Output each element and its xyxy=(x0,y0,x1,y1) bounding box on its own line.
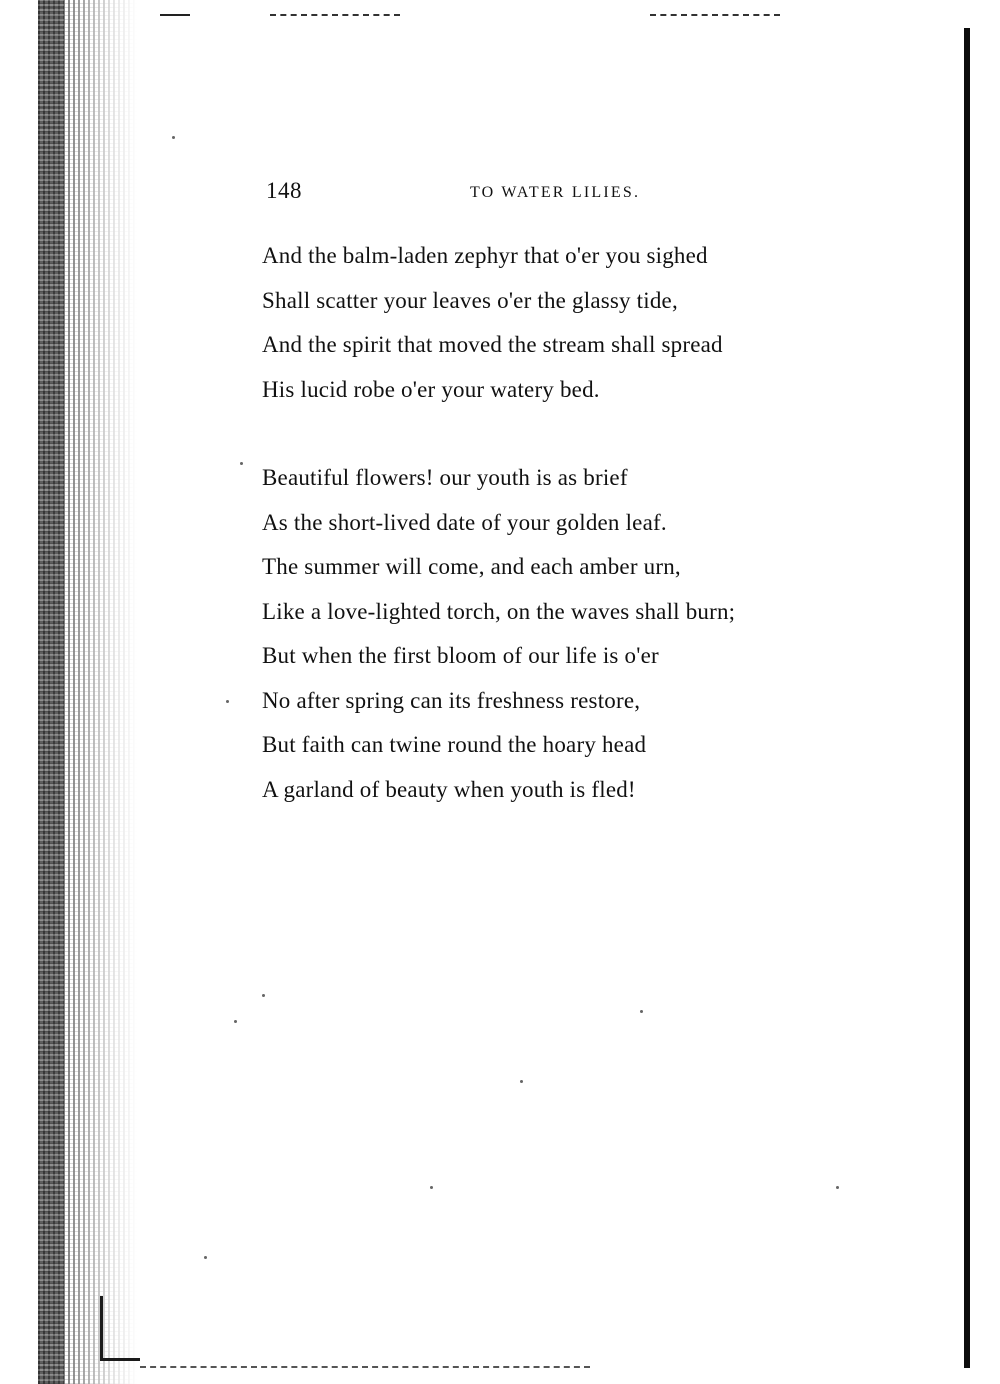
verse-line: The summer will come, and each amber urn, xyxy=(262,554,681,579)
paper-speck xyxy=(226,700,229,703)
verse-line: And the balm-laden zephyr that o'er you sighed xyxy=(262,243,708,268)
poem-stanza-1 xyxy=(262,238,912,416)
top-edge-rule xyxy=(270,14,400,16)
verse-line: But when the first bloom of our life is o'er xyxy=(262,643,659,668)
verse-line: Like a love-lighted torch, on the waves shall burn; xyxy=(262,598,736,624)
paper-speck xyxy=(262,994,265,997)
paper-speck xyxy=(520,1080,523,1083)
paper-speck xyxy=(430,1186,433,1189)
bottom-corner-mark xyxy=(100,1296,103,1360)
verse-line: His lucid robe o'er your watery bed. xyxy=(262,376,600,402)
poem-stanza-2 xyxy=(262,460,912,816)
page-number: 148 xyxy=(266,178,302,203)
paper-speck xyxy=(836,1186,839,1189)
paper-speck xyxy=(234,1020,237,1023)
verse-line: Shall scatter your leaves o'er the glassy tide, xyxy=(262,287,678,313)
paper-speck xyxy=(204,1256,207,1259)
page-header xyxy=(266,178,726,210)
page-binding-edge xyxy=(38,0,64,1384)
right-page-edge xyxy=(964,28,970,1368)
top-edge-rule-right xyxy=(650,14,780,16)
top-edge-mark xyxy=(160,14,190,16)
paper-speck xyxy=(240,462,243,465)
bottom-corner-mark-horizontal xyxy=(100,1358,140,1361)
bottom-edge-rule xyxy=(140,1366,590,1368)
paper-speck xyxy=(172,136,175,139)
verse-line: No after spring can its freshness restore, xyxy=(262,687,641,713)
verse-line: And the spirit that moved the stream shall spread xyxy=(262,332,723,357)
paper-speck xyxy=(640,1010,643,1013)
verse-line: But faith can twine round the hoary head xyxy=(262,732,647,757)
verse-line: A garland of beauty when youth is fled! xyxy=(262,776,636,802)
verse-line: As the short-lived date of your golden leaf. xyxy=(262,509,667,535)
running-title: TO WATER LILIES. xyxy=(470,184,641,201)
verse-line: Beautiful flowers! our youth is as brief xyxy=(262,465,628,490)
